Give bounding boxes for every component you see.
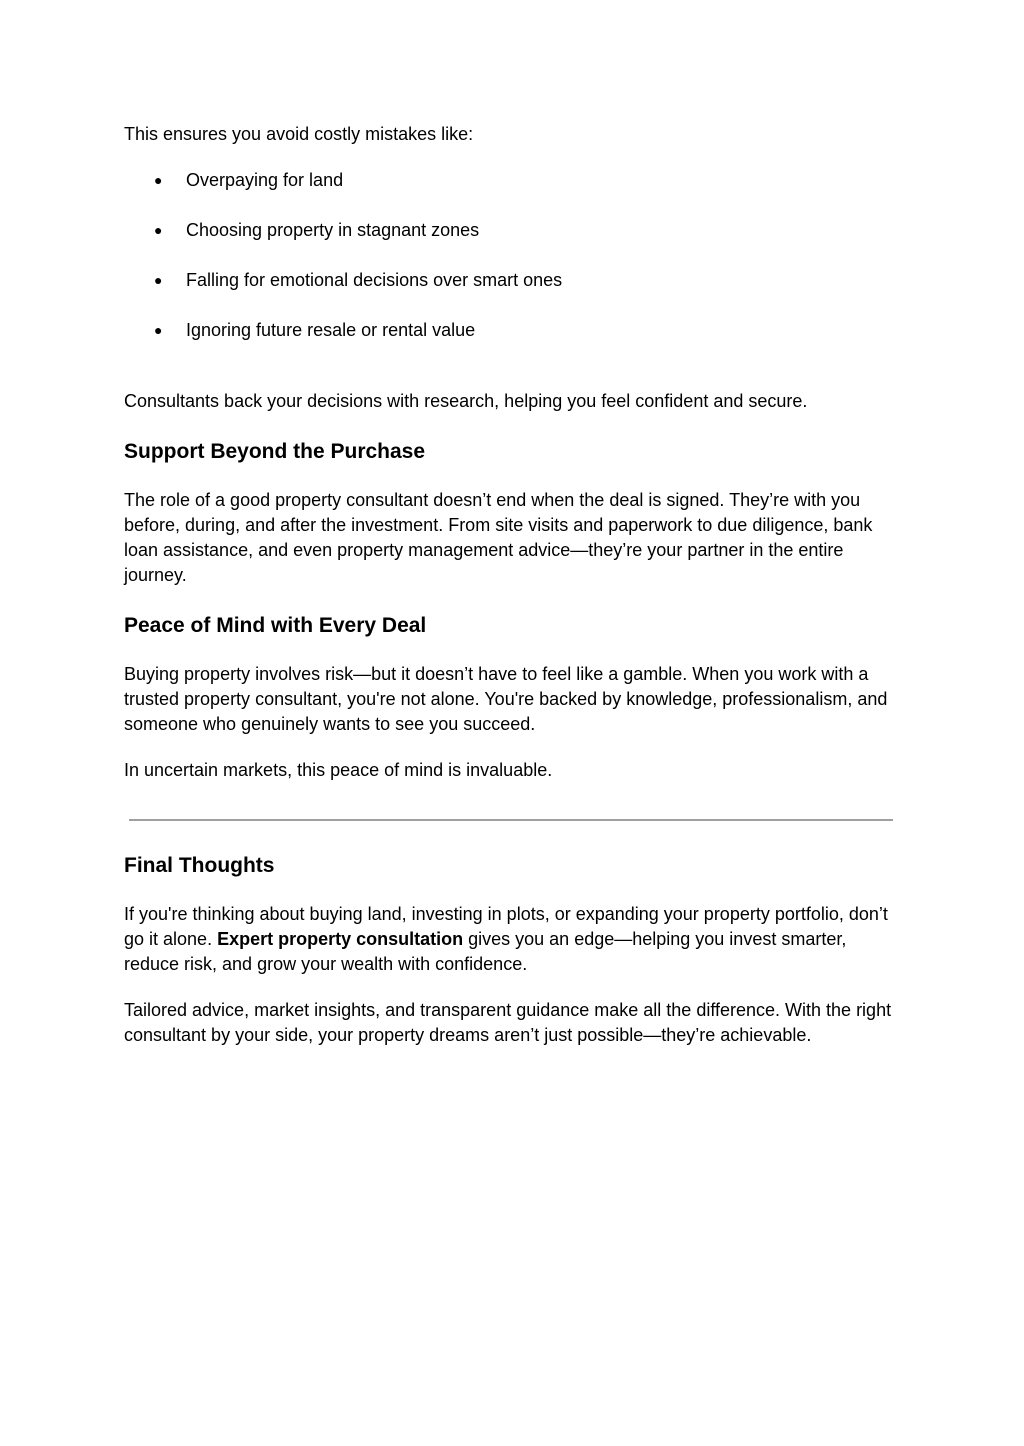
section-heading-final: Final Thoughts (124, 854, 275, 877)
list-item-text: Falling for emotional decisions over smart ones (186, 270, 563, 290)
final-text-before: If you're thinking about buying land, investing in plots, or expanding your property portfolio, don’t go it alone. (124, 904, 888, 949)
peace-paragraph: Buying property involves risk—but it doesn’t have to feel like a gamble. When you work with a trusted property consultant, you're not alone. You're backed by knowledge, professionalism, and someone who genuinely wants to see you succeed. (124, 664, 888, 734)
final-text-after: gives you an edge—helping you invest smarter, reduce risk, and grow your wealth with confidence. (124, 929, 847, 974)
list-item-text: Overpaying for land (186, 170, 344, 190)
list-item-text: Choosing property in stagnant zones (186, 220, 480, 240)
final-text-bold: Expert property consultation (217, 929, 464, 949)
support-paragraph: The role of a good property consultant doesn’t end when the deal is signed. They’re with you before, during, and after the investment. From site visits and paperwork to due diligence, bank loan assistance, and even property management advice—they’re your partner in the entire journey. (124, 490, 873, 585)
section-heading-support: Support Beyond the Purchase (124, 440, 426, 463)
consultants-paragraph: Consultants back your decisions with research, helping you feel confident and secure. (124, 391, 808, 411)
peace-paragraph-2: In uncertain markets, this peace of mind is invaluable. (124, 760, 553, 780)
bullet-icon: ● (154, 272, 163, 288)
list-item-text: Ignoring future resale or rental value (186, 320, 476, 340)
bullet-icon: ● (154, 172, 163, 188)
bullet-icon: ● (154, 322, 163, 338)
intro-paragraph: This ensures you avoid costly mistakes like: (124, 124, 474, 144)
horizontal-divider (129, 819, 893, 821)
section-heading-peace: Peace of Mind with Every Deal (124, 614, 427, 637)
final-paragraph-2: Tailored advice, market insights, and transparent guidance make all the difference. With the right consultant by your side, your property dreams aren’t just possible—they’re achievable. (124, 1000, 892, 1045)
bullet-icon: ● (154, 222, 163, 238)
final-paragraph (124, 902, 899, 977)
